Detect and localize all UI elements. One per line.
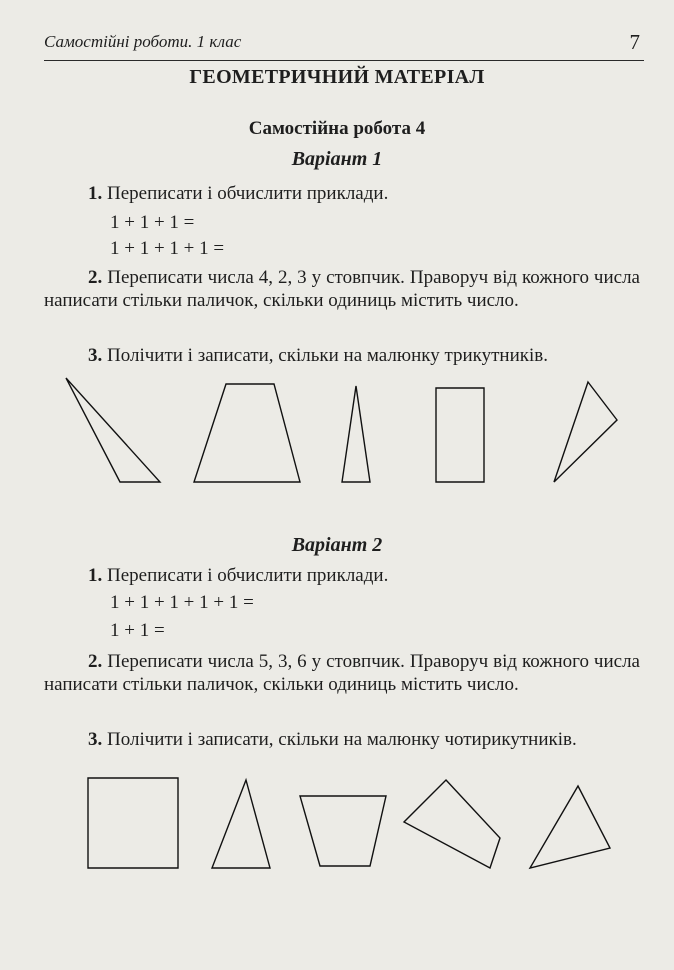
v2-figure-4-quadrilateral — [404, 780, 500, 868]
v2-figure-5-triangle — [530, 786, 610, 868]
v2-expression-1: 1 + 1 + 1 + 1 + 1 = — [110, 592, 254, 613]
v2-expression-2: 1 + 1 = — [110, 620, 165, 641]
v2-task2-text: Переписати числа 5, 3, 6 у стовпчик. Праворуч від кожного числа написати стільки паличок, скільки одиниць містить число. — [44, 651, 640, 695]
v2-task3-text: Полічити і записати, скільки на малюнку чотирикутників. — [107, 729, 577, 750]
v2-figure-1-square — [88, 778, 178, 868]
v1-figure-3-triangle — [342, 386, 370, 482]
v1-figure-2-trapezoid — [194, 384, 300, 482]
variant-2-label: Варіант 2 — [291, 534, 383, 556]
variant-1-label: Варіант 1 — [291, 148, 383, 170]
v2-figure-2-triangle — [212, 780, 270, 868]
v1-figure-4-rectangle — [436, 388, 484, 482]
v1-expression-2: 1 + 1 + 1 + 1 = — [110, 238, 225, 259]
section-title: ГЕОМЕТРИЧНИЙ МАТЕРІАЛ — [189, 66, 485, 88]
work-title: Самостійна робота 4 — [248, 118, 426, 139]
v1-expression-1: 1 + 1 + 1 = — [110, 212, 195, 233]
v1-task2-number: 2. — [88, 267, 103, 288]
v1-task2-text: Переписати числа 4, 2, 3 у стовпчик. Праворуч від кожного числа написати стільки паличок, скільки одиниць містить число. — [44, 267, 640, 311]
v2-task3-number: 3. — [88, 729, 103, 750]
v2-task2-number: 2. — [88, 651, 103, 672]
v1-figure-1-triangle — [66, 378, 160, 482]
running-title: Самостійні роботи. 1 клас — [44, 32, 242, 51]
v1-task1-number: 1. — [88, 183, 103, 204]
v1-figure-5-triangle — [554, 382, 617, 482]
v1-task3-text: Полічити і записати, скільки на малюнку трикутників. — [107, 345, 548, 366]
v1-task1-text: Переписати і обчислити приклади. — [107, 183, 389, 204]
v2-task1-number: 1. — [88, 565, 103, 586]
page-number: 7 — [629, 30, 640, 54]
v2-task1-text: Переписати і обчислити приклади. — [107, 565, 389, 586]
v2-figure-3-trapezoid — [300, 796, 386, 866]
v1-task3-number: 3. — [88, 345, 103, 366]
